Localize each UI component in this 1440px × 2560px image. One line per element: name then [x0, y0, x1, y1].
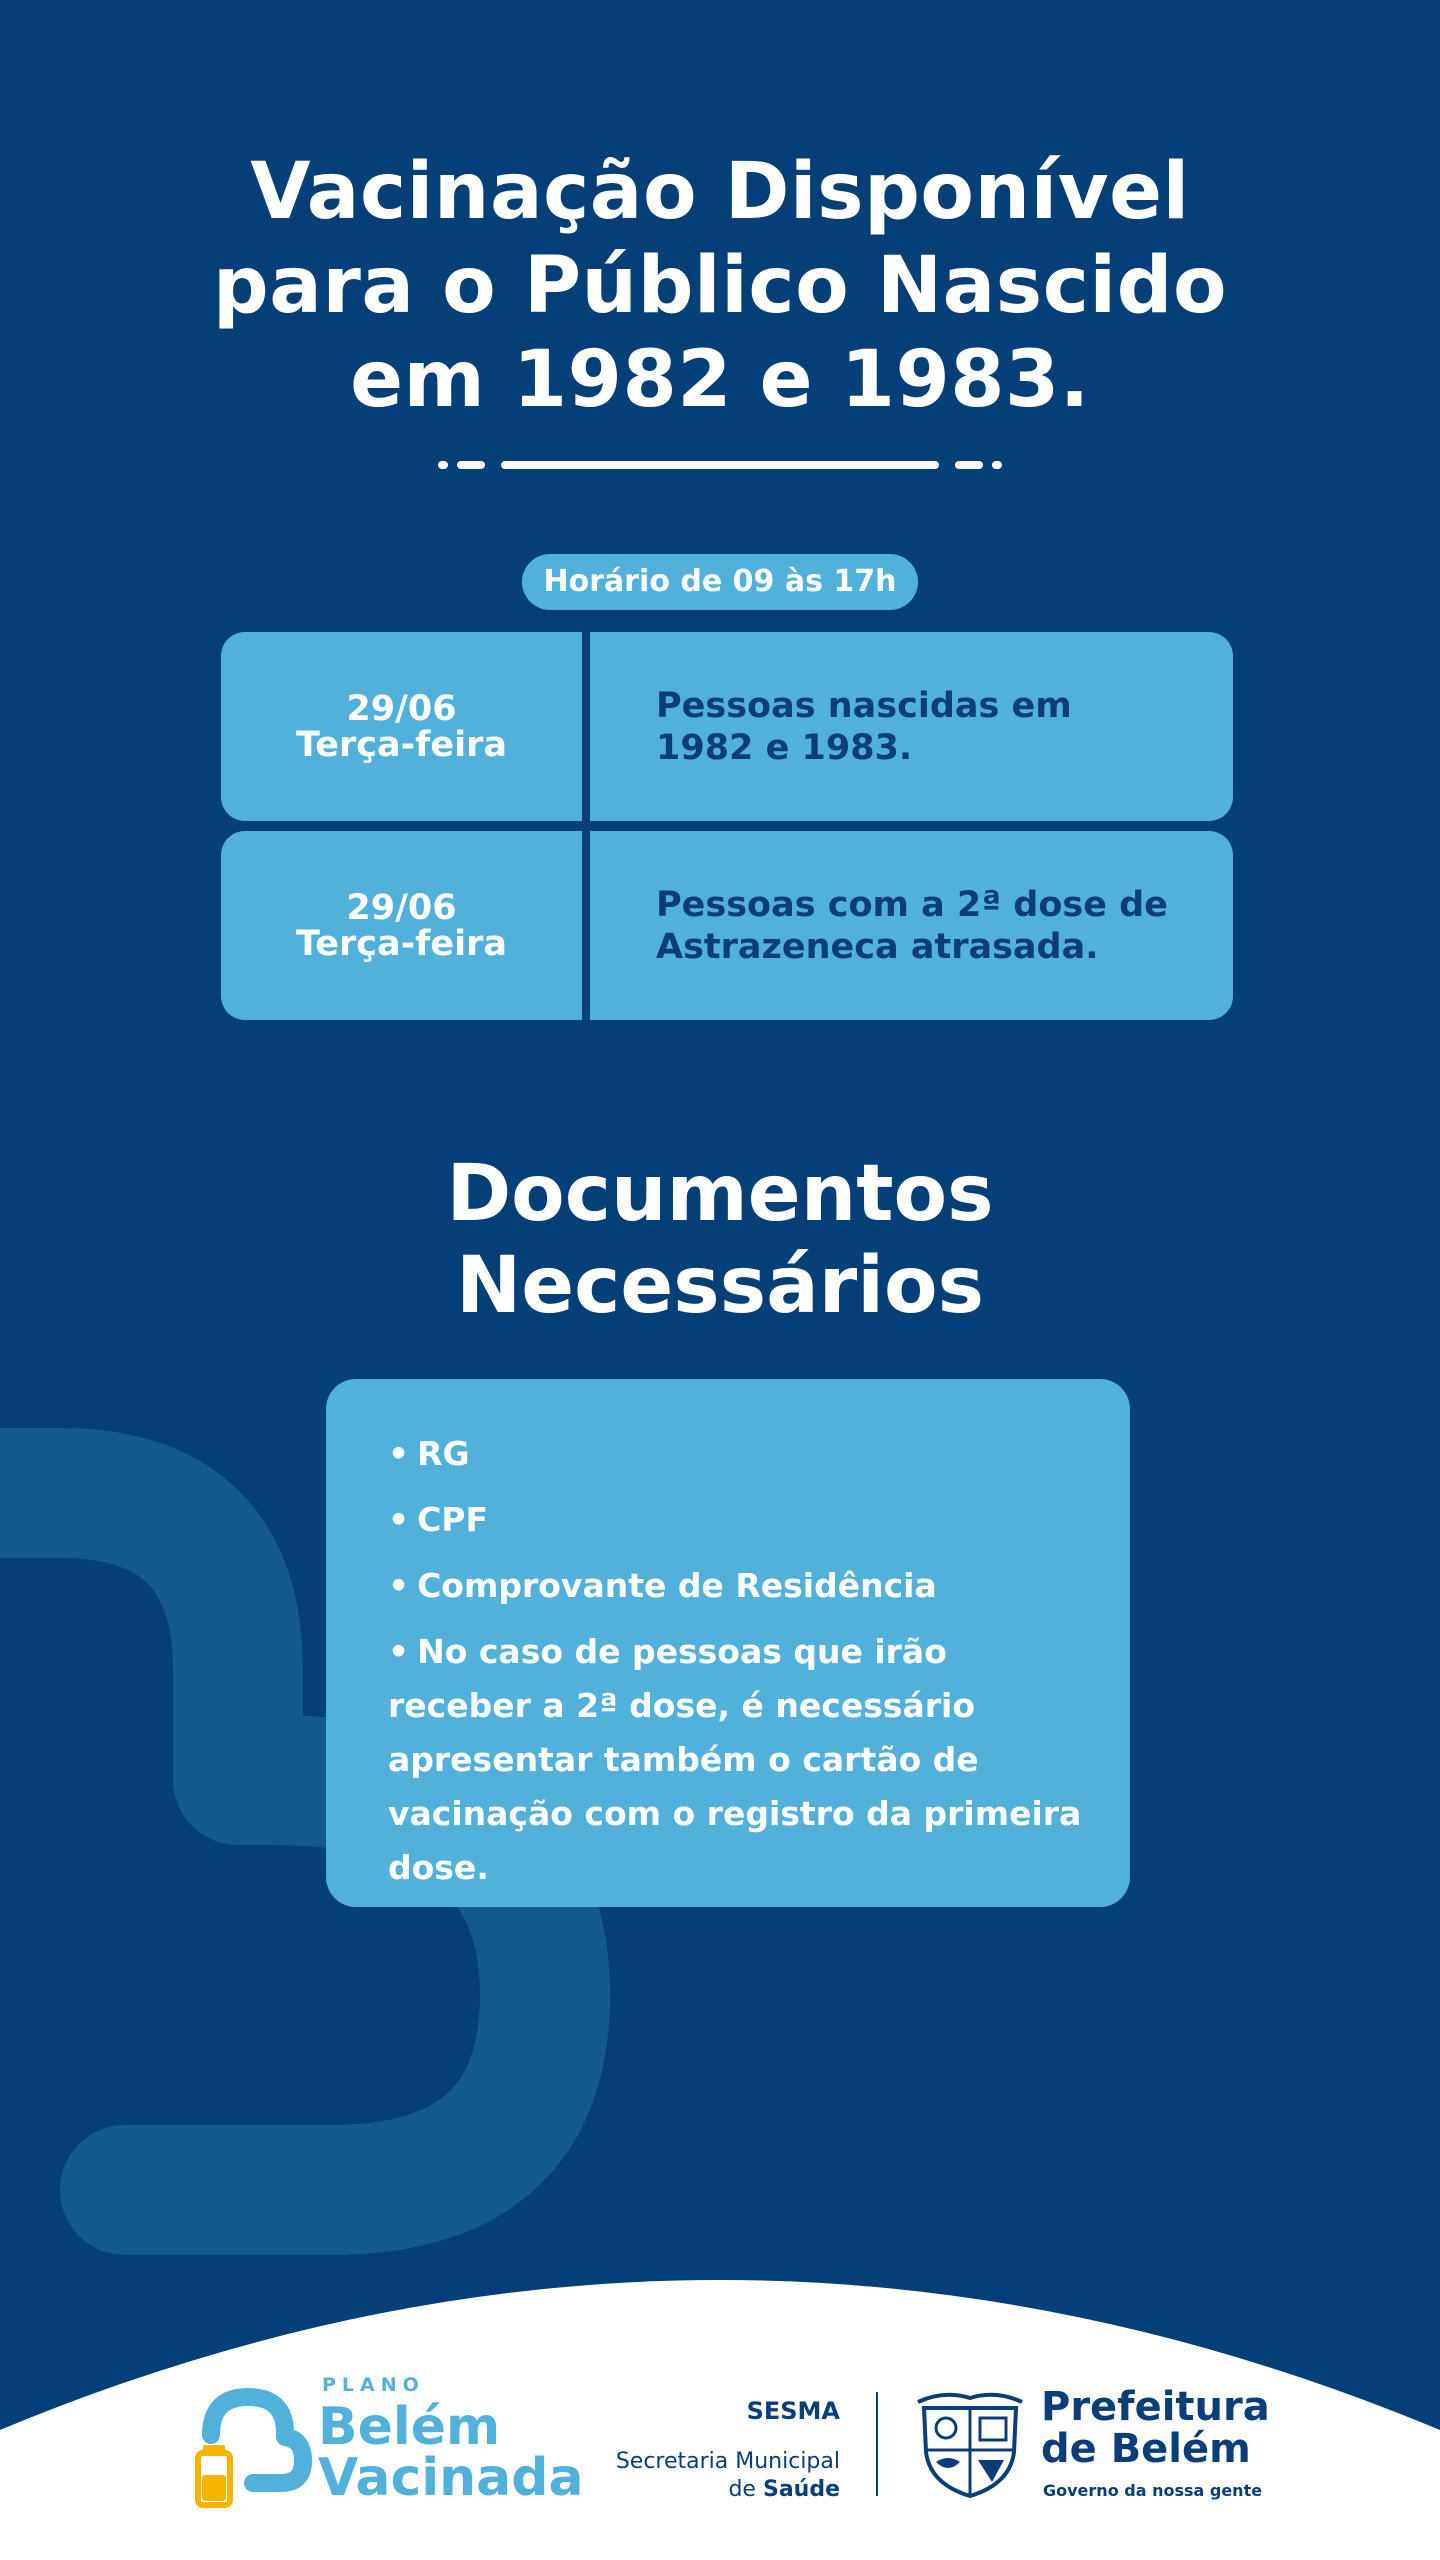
documents-title [0, 1148, 1440, 1332]
schedule-divider [582, 632, 590, 821]
hours-badge: Horário de 09 às 17h [522, 554, 918, 610]
page-title-line-2: para o Público Nascido [212, 241, 1228, 331]
footer-divider [876, 2392, 878, 2496]
schedule-description-line-1: Pessoas com a 2ª dose de [656, 884, 1168, 925]
schedule-description-line-1: Pessoas nascidas em [656, 685, 1072, 726]
schedule-row [221, 632, 1233, 821]
schedule-description-line-2: 1982 e 1983. [656, 727, 913, 768]
brand-name-line-2: Vacinada [318, 2448, 584, 2508]
schedule-weekday: Terça-feira [296, 923, 507, 964]
title-underline-divider [435, 455, 1005, 475]
schedule-date-cell [221, 632, 582, 821]
documents-title-line-2: Necessários [455, 1241, 985, 1331]
schedule-description-line-2: Astrazeneca atrasada. [656, 926, 1099, 967]
schedule-description [656, 632, 1216, 821]
page-title-line-1: Vacinação Disponível [250, 147, 1190, 237]
documents-card [326, 1379, 1130, 1907]
prefeitura-name-line-2: de Belém [1041, 2426, 1251, 2472]
cloud-vial-icon [193, 2375, 315, 2510]
sesma-subtitle-line-2: de Saúde [728, 2477, 840, 2502]
coat-of-arms-icon [914, 2390, 1026, 2500]
sesma-subtitle-line-1: Secretaria Municipal [615, 2449, 840, 2474]
documents-list-item: • CPF [388, 1500, 489, 1539]
brand-plano-label: PLANO [322, 2374, 425, 2396]
documents-list-item: • No caso de pessoas que irão receber a 2ª dose, é necessário apresentar também o cartão de vacinação com o registro da primeira dose. [388, 1632, 1082, 1887]
page-title-line-3: em 1982 e 1983. [350, 335, 1090, 425]
documents-list [388, 1427, 1098, 1907]
schedule-weekday: Terça-feira [296, 724, 507, 765]
schedule-row [221, 831, 1233, 1020]
sesma-logo-text: SESMA [746, 2397, 840, 2425]
documents-list-item: • Comprovante de Residência [388, 1566, 937, 1605]
schedule-description [656, 831, 1216, 1020]
schedule-divider [582, 831, 590, 1020]
prefeitura-tagline: Governo da nossa gente [1043, 2481, 1263, 2500]
brand-name-line-1: Belém [318, 2397, 501, 2457]
schedule-date: 29/06 [346, 688, 457, 729]
schedule-date: 29/06 [346, 887, 457, 928]
schedule-date-cell [221, 831, 582, 1020]
documents-title-line-1: Documentos [446, 1149, 994, 1239]
page-title [0, 145, 1440, 427]
documents-list-item: • RG [388, 1434, 470, 1473]
prefeitura-name-line-1: Prefeitura [1041, 2384, 1270, 2430]
